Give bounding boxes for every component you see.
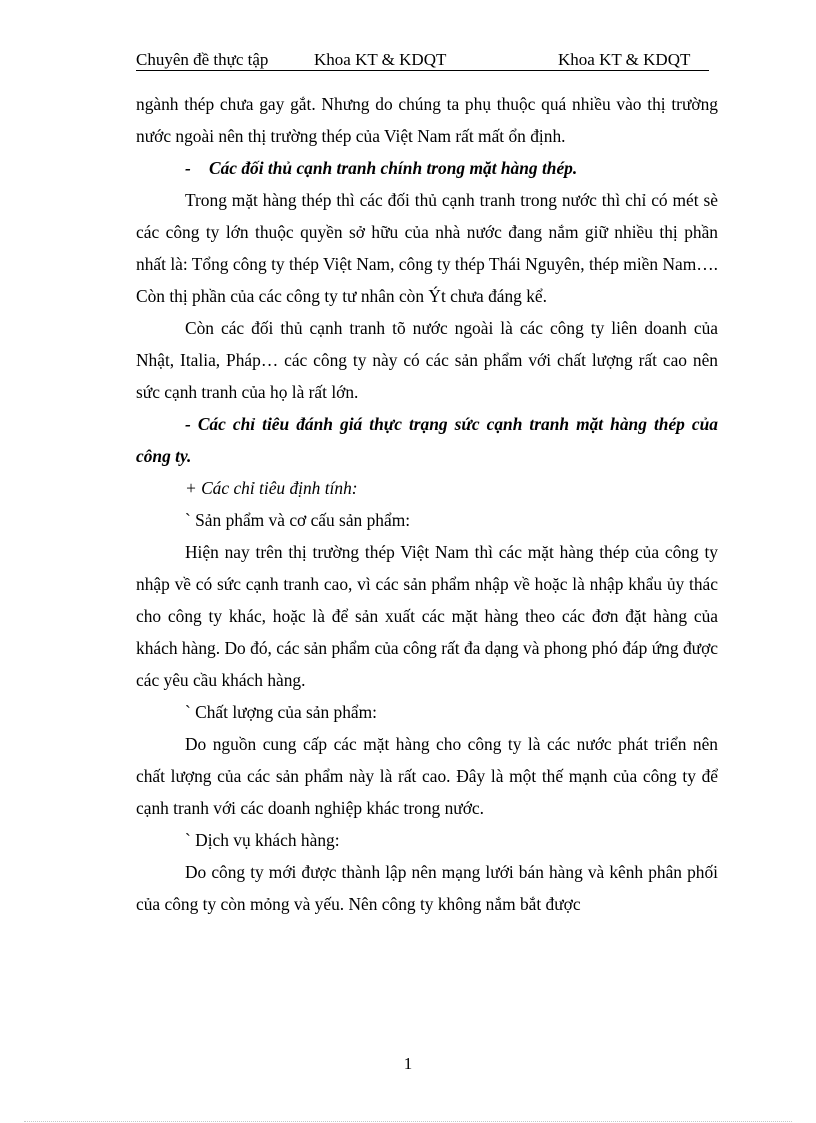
header-left-text: Chuyên đề thực tập (136, 50, 269, 69)
heading-indicators: - Các chỉ tiêu đánh giá thực trạng sức cạnh tranh mặt hàng thép của công ty. (136, 414, 718, 466)
page-bottom-divider (24, 1121, 792, 1122)
section-quality: ` Chất lượng của sản phẩm: (185, 702, 378, 722)
document-body (136, 88, 718, 920)
paragraph-1: ngành thép chưa gay gắt. Nhưng do chúng ta phụ thuộc quá nhiều vào thị trường nước ngoài nên thị trường thép của Việt Nam rất mất ổn định. (136, 94, 718, 146)
paragraph-2: Trong mặt hàng thép thì các đối thủ cạnh tranh trong nước thì chỉ có mét sè các công ty lớn thuộc quyền sở hữu của nhà nước đang nắm giữ nhiều thị phần nhất là: Tổng công ty thép Việt Nam, công ty thép Thái Nguyên, thép miền Nam…. Còn thị phần của các công ty tư nhân còn Ýt chưa đáng kể. (136, 190, 718, 306)
paragraph-3: Còn các đối thủ cạnh tranh tõ nước ngoài là các công ty liên doanh của Nhật, Italia, Pháp… các công ty này có các sản phẩm với chất lượng rất cao nên sức cạnh tranh của họ là rất lớn. (136, 318, 718, 402)
page-number: 1 (403, 1054, 413, 1073)
section-service: ` Dịch vụ khách hàng: (185, 830, 340, 850)
paragraph-4: Hiện nay trên thị trường thép Việt Nam thì các mặt hàng thép của công ty nhập về có sức cạnh tranh cao, vì các sản phẩm nhập về hoặc là nhập khẩu ủy thác cho công ty khác, hoặc là để sản xuất các mặt hàng theo các đơn đặt hàng của khách hàng. Do đó, các sản phẩm của công rất đa dạng và phong phó đáp ứng được các yêu cầu khách hàng. (136, 542, 718, 690)
heading-competitors-text: Các đối thủ cạnh tranh chính trong mặt hàng thép. (209, 158, 578, 178)
section-products: ` Sản phẩm và cơ cấu sản phẩm: (185, 510, 411, 530)
heading-dash: - (185, 158, 191, 178)
page-header (136, 50, 709, 71)
header-middle-text: Khoa KT & KDQT (314, 50, 447, 69)
paragraph-6: Do công ty mới được thành lập nên mạng lưới bán hàng và kênh phân phối của công ty còn mỏng và yếu. Nên công ty không nắm bắt được (136, 862, 718, 914)
heading-competitors (136, 152, 718, 184)
header-right-text: Khoa KT & KDQT (558, 50, 691, 69)
subheading-qualitative: + Các chỉ tiêu định tính: (185, 478, 358, 498)
paragraph-5: Do nguồn cung cấp các mặt hàng cho công ty là các nước phát triển nên chất lượng của các sản phẩm này là rất cao. Đây là một thế mạnh của công ty để cạnh tranh với các doanh nghiệp khác trong nước. (136, 734, 718, 818)
